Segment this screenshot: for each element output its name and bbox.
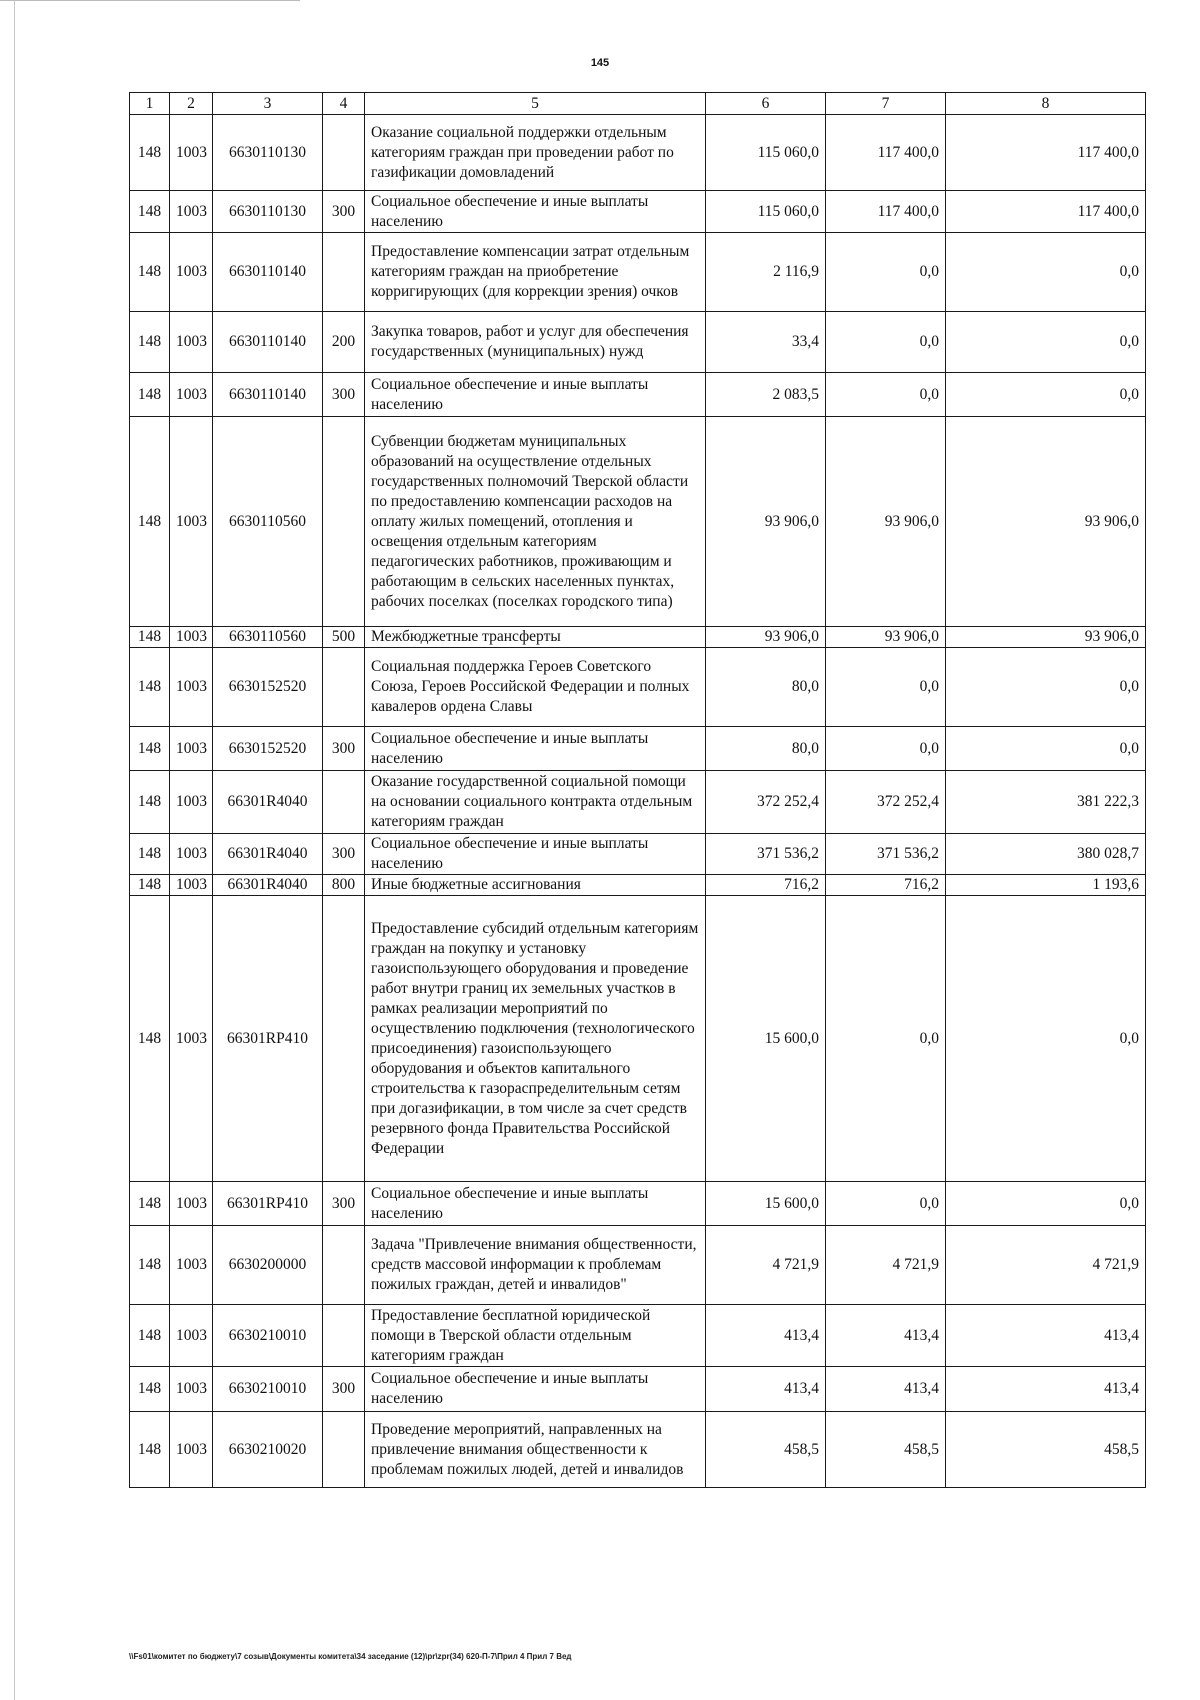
- cell-expense-type: [323, 1412, 365, 1488]
- cell-ministry-code: 148: [130, 727, 170, 771]
- cell-ministry-code: 148: [130, 1412, 170, 1488]
- cell-section-code: 1003: [170, 1305, 213, 1367]
- cell-description: Закупка товаров, работ и услуг для обеспечения государственных (муниципальных) нужд: [365, 312, 706, 373]
- cell-section-code: 1003: [170, 191, 213, 233]
- cell-amount-year3: 0,0: [946, 373, 1146, 417]
- cell-target-article: 6630110560: [213, 627, 323, 648]
- cell-expense-type: 300: [323, 727, 365, 771]
- cell-amount-year2: 413,4: [826, 1305, 946, 1367]
- cell-target-article: 6630210020: [213, 1412, 323, 1488]
- cell-target-article: 66301R4040: [213, 834, 323, 875]
- cell-amount-year2: 117 400,0: [826, 115, 946, 191]
- cell-expense-type: [323, 417, 365, 627]
- cell-expense-type: 800: [323, 875, 365, 896]
- table-row: [130, 627, 1146, 648]
- cell-section-code: 1003: [170, 627, 213, 648]
- cell-amount-year3: 0,0: [946, 312, 1146, 373]
- cell-expense-type: 300: [323, 1182, 365, 1226]
- cell-amount-year2: 458,5: [826, 1412, 946, 1488]
- cell-amount-year3: 0,0: [946, 648, 1146, 727]
- cell-amount-year2: 0,0: [826, 312, 946, 373]
- cell-description: Социальное обеспечение и иные выплаты населению: [365, 727, 706, 771]
- cell-amount-year3: 413,4: [946, 1305, 1146, 1367]
- cell-description: Социальное обеспечение и иные выплаты населению: [365, 1367, 706, 1412]
- cell-amount-year2: 4 721,9: [826, 1226, 946, 1305]
- cell-section-code: 1003: [170, 233, 213, 312]
- cell-ministry-code: 148: [130, 648, 170, 727]
- cell-amount-year1: 80,0: [706, 648, 826, 727]
- table-row: [130, 312, 1146, 373]
- cell-amount-year2: 0,0: [826, 1182, 946, 1226]
- cell-ministry-code: 148: [130, 1226, 170, 1305]
- cell-description: Предоставление бесплатной юридической помощи в Тверской области отдельным категориям граждан: [365, 1305, 706, 1367]
- table-row: [130, 233, 1146, 312]
- cell-section-code: 1003: [170, 115, 213, 191]
- header-row: [130, 93, 1146, 115]
- table-row: [130, 727, 1146, 771]
- cell-expense-type: [323, 115, 365, 191]
- cell-amount-year1: 115 060,0: [706, 115, 826, 191]
- cell-amount-year3: 93 906,0: [946, 417, 1146, 627]
- cell-target-article: 6630110140: [213, 233, 323, 312]
- cell-amount-year1: 2 083,5: [706, 373, 826, 417]
- table-body: [130, 115, 1146, 1488]
- table-row: [130, 896, 1146, 1182]
- cell-section-code: 1003: [170, 1182, 213, 1226]
- cell-amount-year1: 458,5: [706, 1412, 826, 1488]
- table-row: [130, 191, 1146, 233]
- cell-amount-year2: 117 400,0: [826, 191, 946, 233]
- table-row: [130, 875, 1146, 896]
- cell-amount-year2: 93 906,0: [826, 627, 946, 648]
- cell-section-code: 1003: [170, 834, 213, 875]
- cell-ministry-code: 148: [130, 1182, 170, 1226]
- cell-target-article: 66301R4040: [213, 771, 323, 834]
- budget-table: [129, 92, 1146, 1488]
- cell-ministry-code: 148: [130, 771, 170, 834]
- cell-amount-year1: 372 252,4: [706, 771, 826, 834]
- cell-amount-year1: 93 906,0: [706, 627, 826, 648]
- cell-section-code: 1003: [170, 648, 213, 727]
- table-row: [130, 1226, 1146, 1305]
- cell-amount-year3: 458,5: [946, 1412, 1146, 1488]
- header-col-3: 3: [213, 93, 323, 115]
- cell-description: Социальное обеспечение и иные выплаты населению: [365, 1182, 706, 1226]
- cell-expense-type: 300: [323, 1367, 365, 1412]
- cell-ministry-code: 148: [130, 191, 170, 233]
- table-header: [130, 93, 1146, 115]
- cell-amount-year2: 0,0: [826, 727, 946, 771]
- cell-expense-type: [323, 648, 365, 727]
- table-row: [130, 771, 1146, 834]
- cell-amount-year1: 15 600,0: [706, 1182, 826, 1226]
- cell-amount-year1: 115 060,0: [706, 191, 826, 233]
- cell-amount-year1: 413,4: [706, 1367, 826, 1412]
- cell-expense-type: 300: [323, 834, 365, 875]
- cell-amount-year3: 0,0: [946, 1182, 1146, 1226]
- cell-ministry-code: 148: [130, 1367, 170, 1412]
- table-row: [130, 1182, 1146, 1226]
- header-col-7: 7: [826, 93, 946, 115]
- cell-amount-year2: 371 536,2: [826, 834, 946, 875]
- cell-target-article: 6630200000: [213, 1226, 323, 1305]
- cell-description: Задача "Привлечение внимания общественности, средств массовой информации к проблемам пожилых граждан, детей и инвалидов": [365, 1226, 706, 1305]
- cell-amount-year3: 381 222,3: [946, 771, 1146, 834]
- cell-amount-year2: 413,4: [826, 1367, 946, 1412]
- scan-edge-left: [14, 0, 15, 1700]
- cell-expense-type: [323, 233, 365, 312]
- cell-amount-year3: 1 193,6: [946, 875, 1146, 896]
- cell-amount-year2: 372 252,4: [826, 771, 946, 834]
- cell-section-code: 1003: [170, 417, 213, 627]
- table-row: [130, 1412, 1146, 1488]
- cell-description: Социальное обеспечение и иные выплаты населению: [365, 834, 706, 875]
- cell-ministry-code: 148: [130, 896, 170, 1182]
- cell-expense-type: [323, 771, 365, 834]
- footer-file-path: \\Fs01\комитет по бюджету\7 созыв\Документы комитета\34 заседание (12)\pr\zpr(34) 620-П-7\Прил 4 Прил 7 Вед: [129, 1652, 572, 1661]
- cell-amount-year3: 4 721,9: [946, 1226, 1146, 1305]
- cell-description: Оказание государственной социальной помощи на основании социального контракта отдельным категориям граждан: [365, 771, 706, 834]
- cell-amount-year1: 413,4: [706, 1305, 826, 1367]
- cell-target-article: 6630110140: [213, 312, 323, 373]
- cell-ministry-code: 148: [130, 417, 170, 627]
- cell-section-code: 1003: [170, 373, 213, 417]
- header-col-4: 4: [323, 93, 365, 115]
- cell-ministry-code: 148: [130, 875, 170, 896]
- cell-target-article: 66301RP410: [213, 896, 323, 1182]
- table-row: [130, 648, 1146, 727]
- cell-ministry-code: 148: [130, 373, 170, 417]
- header-col-1: 1: [130, 93, 170, 115]
- cell-amount-year1: 15 600,0: [706, 896, 826, 1182]
- cell-amount-year1: 2 116,9: [706, 233, 826, 312]
- cell-ministry-code: 148: [130, 627, 170, 648]
- cell-target-article: 6630110130: [213, 191, 323, 233]
- header-col-8: 8: [946, 93, 1146, 115]
- cell-target-article: 6630110130: [213, 115, 323, 191]
- table-row: [130, 1367, 1146, 1412]
- table-row: [130, 115, 1146, 191]
- cell-expense-type: [323, 1305, 365, 1367]
- cell-amount-year1: 80,0: [706, 727, 826, 771]
- cell-amount-year2: 0,0: [826, 896, 946, 1182]
- scan-edge-top: [0, 0, 300, 1]
- cell-amount-year1: 4 721,9: [706, 1226, 826, 1305]
- cell-expense-type: 500: [323, 627, 365, 648]
- cell-section-code: 1003: [170, 1367, 213, 1412]
- table-row: [130, 373, 1146, 417]
- cell-amount-year1: 716,2: [706, 875, 826, 896]
- cell-target-article: 66301R4040: [213, 875, 323, 896]
- cell-expense-type: 200: [323, 312, 365, 373]
- header-col-2: 2: [170, 93, 213, 115]
- cell-amount-year3: 0,0: [946, 896, 1146, 1182]
- cell-target-article: 6630110140: [213, 373, 323, 417]
- cell-section-code: 1003: [170, 312, 213, 373]
- table-row: [130, 1305, 1146, 1367]
- cell-expense-type: 300: [323, 373, 365, 417]
- cell-amount-year3: 117 400,0: [946, 115, 1146, 191]
- cell-target-article: 6630110560: [213, 417, 323, 627]
- cell-section-code: 1003: [170, 727, 213, 771]
- cell-ministry-code: 148: [130, 312, 170, 373]
- cell-ministry-code: 148: [130, 834, 170, 875]
- cell-description: Социальная поддержка Героев Советского Союза, Героев Российской Федерации и полных кавалеров ордена Славы: [365, 648, 706, 727]
- cell-description: Предоставление субсидий отдельным категориям граждан на покупку и установку газоиспользующего оборудования и проведение работ внутри границ их земельных участков в рамках реализации мероприятий по осуществлению подключения (технологического присоединения) газоиспользующего оборудования и объектов капитального строительства к газораспределительным сетям при догазификации, в том числе за счет средств резервного фонда Правительства Российской Федерации: [365, 896, 706, 1182]
- cell-ministry-code: 148: [130, 233, 170, 312]
- cell-amount-year3: 93 906,0: [946, 627, 1146, 648]
- cell-description: Межбюджетные трансферты: [365, 627, 706, 648]
- header-col-6: 6: [706, 93, 826, 115]
- cell-amount-year3: 0,0: [946, 727, 1146, 771]
- cell-ministry-code: 148: [130, 1305, 170, 1367]
- cell-amount-year2: 0,0: [826, 373, 946, 417]
- cell-amount-year2: 0,0: [826, 233, 946, 312]
- cell-section-code: 1003: [170, 875, 213, 896]
- cell-expense-type: 300: [323, 191, 365, 233]
- table-row: [130, 417, 1146, 627]
- cell-section-code: 1003: [170, 771, 213, 834]
- cell-target-article: 6630152520: [213, 727, 323, 771]
- cell-expense-type: [323, 1226, 365, 1305]
- cell-amount-year1: 33,4: [706, 312, 826, 373]
- cell-section-code: 1003: [170, 1226, 213, 1305]
- page-number: 145: [590, 57, 610, 69]
- cell-target-article: 6630152520: [213, 648, 323, 727]
- cell-amount-year3: 413,4: [946, 1367, 1146, 1412]
- cell-expense-type: [323, 896, 365, 1182]
- cell-amount-year1: 371 536,2: [706, 834, 826, 875]
- cell-section-code: 1003: [170, 896, 213, 1182]
- cell-target-article: 66301RP410: [213, 1182, 323, 1226]
- cell-description: Проведение мероприятий, направленных на привлечение внимания общественности к проблемам пожилых людей, детей и инвалидов: [365, 1412, 706, 1488]
- cell-ministry-code: 148: [130, 115, 170, 191]
- cell-amount-year1: 93 906,0: [706, 417, 826, 627]
- cell-target-article: 6630210010: [213, 1305, 323, 1367]
- cell-target-article: 6630210010: [213, 1367, 323, 1412]
- cell-description: Социальное обеспечение и иные выплаты населению: [365, 191, 706, 233]
- cell-amount-year3: 117 400,0: [946, 191, 1146, 233]
- cell-description: Субвенции бюджетам муниципальных образований на осуществление отдельных государственных полномочий Тверской области по предоставлению компенсации расходов на оплату жилых помещений, отопления и освещения отдельным категориям педагогических работников, проживающим и работающим в сельских населенных пунктах, рабочих поселках (поселках городского типа): [365, 417, 706, 627]
- cell-section-code: 1003: [170, 1412, 213, 1488]
- cell-amount-year2: 716,2: [826, 875, 946, 896]
- cell-description: Социальное обеспечение и иные выплаты населению: [365, 373, 706, 417]
- table-row: [130, 834, 1146, 875]
- header-col-5: 5: [365, 93, 706, 115]
- cell-description: Иные бюджетные ассигнования: [365, 875, 706, 896]
- cell-amount-year3: 0,0: [946, 233, 1146, 312]
- cell-amount-year2: 0,0: [826, 648, 946, 727]
- cell-amount-year3: 380 028,7: [946, 834, 1146, 875]
- cell-description: Оказание социальной поддержки отдельным категориям граждан при проведении работ по газификации домовладений: [365, 115, 706, 191]
- cell-description: Предоставление компенсации затрат отдельным категориям граждан на приобретение корригирующих (для коррекции зрения) очков: [365, 233, 706, 312]
- cell-amount-year2: 93 906,0: [826, 417, 946, 627]
